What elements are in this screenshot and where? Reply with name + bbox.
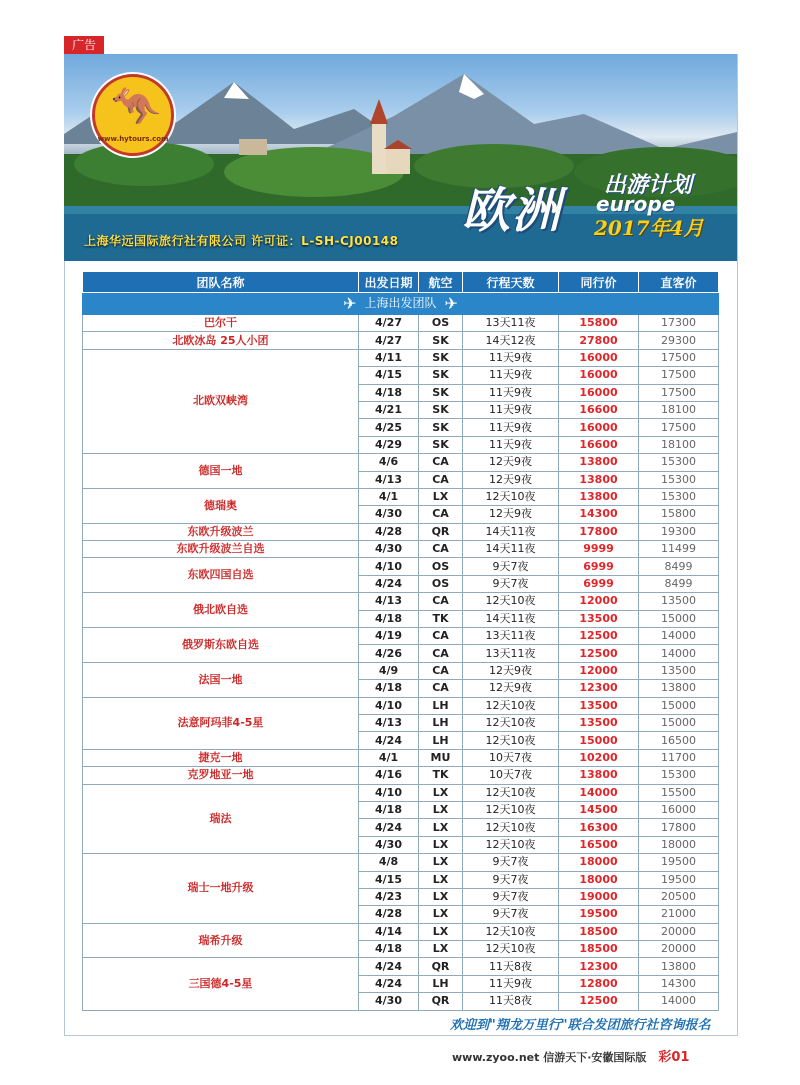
airline-cell: CA — [419, 506, 463, 523]
airline-cell: LX — [419, 819, 463, 836]
group-name-cell: 北欧冰岛 25人小团 — [83, 332, 359, 349]
departure-date-cell: 4/30 — [359, 541, 419, 558]
airline-cell: LH — [419, 975, 463, 992]
retail-price-cell: 15500 — [639, 784, 719, 801]
airline-cell: SK — [419, 349, 463, 366]
duration-cell: 9天7夜 — [463, 854, 559, 871]
departure-date-cell: 4/16 — [359, 767, 419, 784]
airline-cell: TK — [419, 767, 463, 784]
airline-cell: LH — [419, 714, 463, 731]
retail-price-cell: 8499 — [639, 575, 719, 592]
duration-cell: 14天11夜 — [463, 523, 559, 540]
company-license: 上海华远国际旅行社有限公司 许可证：L-SH-CJ00148 — [84, 234, 399, 248]
group-name-cell: 俄罗斯东欧自选 — [83, 628, 359, 663]
header-retail-price: 直客价 — [639, 272, 719, 293]
agent-price-cell: 16000 — [559, 384, 639, 401]
group-name-cell: 瑞士一地升级 — [83, 854, 359, 924]
group-name-cell: 瑞法 — [83, 784, 359, 854]
table-row — [83, 958, 719, 975]
duration-cell: 11天9夜 — [463, 401, 559, 418]
group-name-cell: 克罗地亚一地 — [83, 767, 359, 784]
retail-price-cell: 15300 — [639, 488, 719, 505]
header-departure-date: 出发日期 — [359, 272, 419, 293]
airline-cell: LX — [419, 941, 463, 958]
retail-price-cell: 21000 — [639, 906, 719, 923]
agent-price-cell: 19500 — [559, 906, 639, 923]
airline-cell: CA — [419, 680, 463, 697]
duration-cell: 10天7夜 — [463, 749, 559, 766]
retail-price-cell: 17500 — [639, 367, 719, 384]
table-row — [83, 332, 719, 349]
agent-price-cell: 12500 — [559, 645, 639, 662]
table-row — [83, 749, 719, 766]
airline-cell: LX — [419, 836, 463, 853]
agent-price-cell: 13800 — [559, 471, 639, 488]
retail-price-cell: 16500 — [639, 732, 719, 749]
agent-price-cell: 18000 — [559, 854, 639, 871]
duration-cell: 9天7夜 — [463, 906, 559, 923]
retail-price-cell: 15800 — [639, 506, 719, 523]
airline-cell: LH — [419, 732, 463, 749]
group-name-cell: 法国一地 — [83, 662, 359, 697]
retail-price-cell: 18100 — [639, 436, 719, 453]
table-row — [83, 767, 719, 784]
airline-cell: SK — [419, 401, 463, 418]
retail-price-cell: 16000 — [639, 801, 719, 818]
departure-date-cell: 4/24 — [359, 819, 419, 836]
departure-date-cell: 4/25 — [359, 419, 419, 436]
table-row — [83, 784, 719, 801]
duration-cell: 9天7夜 — [463, 575, 559, 592]
agent-price-cell: 12500 — [559, 993, 639, 1010]
agent-price-cell: 17800 — [559, 523, 639, 540]
table-row — [83, 593, 719, 610]
agent-price-cell: 15800 — [559, 315, 639, 332]
departure-date-cell: 4/26 — [359, 645, 419, 662]
airline-cell: QR — [419, 523, 463, 540]
departure-date-cell: 4/14 — [359, 923, 419, 940]
duration-cell: 11天9夜 — [463, 349, 559, 366]
departure-date-cell: 4/10 — [359, 558, 419, 575]
retail-price-cell: 17500 — [639, 349, 719, 366]
duration-cell: 12天9夜 — [463, 506, 559, 523]
airline-cell: OS — [419, 315, 463, 332]
header-airline: 航空 — [419, 272, 463, 293]
agent-price-cell: 14500 — [559, 801, 639, 818]
duration-cell: 14天11夜 — [463, 541, 559, 558]
retail-price-cell: 17500 — [639, 419, 719, 436]
airline-cell: OS — [419, 575, 463, 592]
agent-price-cell: 19000 — [559, 888, 639, 905]
departure-date-cell: 4/13 — [359, 471, 419, 488]
airline-cell: CA — [419, 593, 463, 610]
duration-cell: 11天9夜 — [463, 419, 559, 436]
agent-price-cell: 10200 — [559, 749, 639, 766]
duration-cell: 12天10夜 — [463, 923, 559, 940]
retail-price-cell: 29300 — [639, 332, 719, 349]
group-name-cell: 三国德4-5星 — [83, 958, 359, 1010]
airline-cell: QR — [419, 958, 463, 975]
retail-price-cell: 18000 — [639, 836, 719, 853]
retail-price-cell: 14000 — [639, 628, 719, 645]
header-agent-price: 同行价 — [559, 272, 639, 293]
departure-date-cell: 4/27 — [359, 332, 419, 349]
duration-cell: 14天12夜 — [463, 332, 559, 349]
agent-price-cell: 16000 — [559, 349, 639, 366]
group-name-cell: 东欧升级波兰自选 — [83, 541, 359, 558]
airline-cell: LX — [419, 784, 463, 801]
departure-date-cell: 4/6 — [359, 454, 419, 471]
duration-cell: 12天10夜 — [463, 941, 559, 958]
agent-price-cell: 12000 — [559, 593, 639, 610]
agent-price-cell: 12500 — [559, 628, 639, 645]
airline-cell: CA — [419, 454, 463, 471]
duration-cell: 12天10夜 — [463, 697, 559, 714]
duration-cell: 12天9夜 — [463, 471, 559, 488]
banner — [64, 54, 737, 261]
kangaroo-mascot-icon: 🦘 — [111, 84, 161, 130]
departure-date-cell: 4/28 — [359, 523, 419, 540]
retail-price-cell: 11700 — [639, 749, 719, 766]
retail-price-cell: 11499 — [639, 541, 719, 558]
agent-price-cell: 9999 — [559, 541, 639, 558]
departure-date-cell: 4/13 — [359, 714, 419, 731]
agent-price-cell: 18000 — [559, 871, 639, 888]
retail-price-cell: 13800 — [639, 958, 719, 975]
airline-cell: OS — [419, 558, 463, 575]
airline-cell: CA — [419, 541, 463, 558]
agent-price-cell: 18500 — [559, 923, 639, 940]
departure-date-cell: 4/30 — [359, 993, 419, 1010]
table-row — [83, 523, 719, 540]
group-name-cell: 俄北欧自选 — [83, 593, 359, 628]
departure-date-cell: 4/18 — [359, 610, 419, 627]
footer-text: www.zyoo.net 信游天下·安徽国际版 — [452, 1051, 647, 1064]
duration-cell: 11天9夜 — [463, 367, 559, 384]
duration-cell: 14天11夜 — [463, 610, 559, 627]
retail-price-cell: 18100 — [639, 401, 719, 418]
section-label: 上海出发团队 — [364, 296, 437, 311]
departure-date-cell: 4/24 — [359, 732, 419, 749]
table-row — [83, 923, 719, 940]
table-row — [83, 558, 719, 575]
departure-date-cell: 4/1 — [359, 749, 419, 766]
table-row — [83, 454, 719, 471]
header-duration: 行程天数 — [463, 272, 559, 293]
group-name-cell: 捷克一地 — [83, 749, 359, 766]
duration-cell: 13天11夜 — [463, 645, 559, 662]
agent-price-cell: 15000 — [559, 732, 639, 749]
table-row — [83, 349, 719, 366]
agent-price-cell: 16600 — [559, 401, 639, 418]
duration-cell: 11天9夜 — [463, 975, 559, 992]
agent-price-cell: 12800 — [559, 975, 639, 992]
retail-price-cell: 17300 — [639, 315, 719, 332]
airline-cell: LX — [419, 871, 463, 888]
departure-date-cell: 4/10 — [359, 784, 419, 801]
airline-cell: LX — [419, 801, 463, 818]
departure-date-cell: 4/10 — [359, 697, 419, 714]
duration-cell: 12天9夜 — [463, 454, 559, 471]
agent-price-cell: 18500 — [559, 941, 639, 958]
airline-cell: TK — [419, 610, 463, 627]
retail-price-cell: 13500 — [639, 593, 719, 610]
retail-price-cell: 20500 — [639, 888, 719, 905]
departure-date-cell: 4/1 — [359, 488, 419, 505]
agent-price-cell: 13500 — [559, 714, 639, 731]
agent-price-cell: 13800 — [559, 767, 639, 784]
duration-cell: 11天8夜 — [463, 993, 559, 1010]
departure-date-cell: 4/15 — [359, 367, 419, 384]
duration-cell: 9天7夜 — [463, 871, 559, 888]
table-row — [83, 541, 719, 558]
airline-cell: LX — [419, 888, 463, 905]
departure-date-cell: 4/30 — [359, 836, 419, 853]
airline-cell: LX — [419, 854, 463, 871]
agent-price-cell: 13500 — [559, 610, 639, 627]
retail-price-cell: 19500 — [639, 854, 719, 871]
table-row — [83, 315, 719, 332]
duration-cell: 10天7夜 — [463, 767, 559, 784]
retail-price-cell: 17800 — [639, 819, 719, 836]
slogan: 欢迎到"翔龙万里行"联合发团旅行社咨询报名 — [450, 1018, 711, 1033]
group-name-cell: 巴尔干 — [83, 315, 359, 332]
duration-cell: 12天9夜 — [463, 680, 559, 697]
duration-cell: 12天10夜 — [463, 801, 559, 818]
group-name-cell: 东欧升级波兰 — [83, 523, 359, 540]
retail-price-cell: 14300 — [639, 975, 719, 992]
agent-price-cell: 13500 — [559, 697, 639, 714]
departure-date-cell: 4/15 — [359, 871, 419, 888]
group-name-cell: 德国一地 — [83, 454, 359, 489]
departure-date-cell: 4/24 — [359, 958, 419, 975]
agent-price-cell: 13800 — [559, 488, 639, 505]
duration-cell: 12天10夜 — [463, 836, 559, 853]
retail-price-cell: 14000 — [639, 645, 719, 662]
departure-date-cell: 4/8 — [359, 854, 419, 871]
retail-price-cell: 19300 — [639, 523, 719, 540]
retail-price-cell: 15300 — [639, 454, 719, 471]
retail-price-cell: 20000 — [639, 923, 719, 940]
duration-cell: 12天10夜 — [463, 784, 559, 801]
company-logo[interactable] — [92, 74, 174, 156]
table-row — [83, 854, 719, 871]
section-row — [83, 293, 719, 315]
ad-tag: 广告 — [64, 36, 104, 54]
departure-date-cell: 4/18 — [359, 801, 419, 818]
agent-price-cell: 12300 — [559, 680, 639, 697]
banner-subtitle: 出游计划 — [604, 173, 693, 198]
table-header-row — [83, 272, 719, 293]
duration-cell: 12天10夜 — [463, 593, 559, 610]
airline-cell: SK — [419, 367, 463, 384]
agent-price-cell: 6999 — [559, 558, 639, 575]
agent-price-cell: 12000 — [559, 662, 639, 679]
agent-price-cell: 16500 — [559, 836, 639, 853]
group-name-cell: 瑞希升级 — [83, 923, 359, 958]
duration-cell: 12天9夜 — [463, 662, 559, 679]
retail-price-cell: 13500 — [639, 662, 719, 679]
departure-date-cell: 4/24 — [359, 575, 419, 592]
group-name-cell: 法意阿玛菲4-5星 — [83, 697, 359, 749]
airline-cell: SK — [419, 332, 463, 349]
duration-cell: 11天9夜 — [463, 384, 559, 401]
airline-cell: LX — [419, 923, 463, 940]
airline-cell: CA — [419, 471, 463, 488]
duration-cell: 13天11夜 — [463, 628, 559, 645]
departure-date-cell: 4/28 — [359, 906, 419, 923]
duration-cell: 9天7夜 — [463, 888, 559, 905]
departure-date-cell: 4/29 — [359, 436, 419, 453]
retail-price-cell: 19500 — [639, 871, 719, 888]
duration-cell: 12天10夜 — [463, 732, 559, 749]
banner-date: 2017年4月 — [594, 216, 704, 240]
duration-cell: 11天9夜 — [463, 436, 559, 453]
group-name-cell: 北欧双峡湾 — [83, 349, 359, 453]
airplane-icon: ✈ — [343, 293, 357, 313]
departure-date-cell: 4/23 — [359, 888, 419, 905]
departure-date-cell: 4/27 — [359, 315, 419, 332]
retail-price-cell: 15000 — [639, 610, 719, 627]
agent-price-cell: 16000 — [559, 419, 639, 436]
departure-date-cell: 4/18 — [359, 384, 419, 401]
retail-price-cell: 13800 — [639, 680, 719, 697]
table-row — [83, 628, 719, 645]
duration-cell: 13天11夜 — [463, 315, 559, 332]
table-row — [83, 488, 719, 505]
airline-cell: SK — [419, 436, 463, 453]
retail-price-cell: 15300 — [639, 767, 719, 784]
group-name-cell: 德瑞奥 — [83, 488, 359, 523]
retail-price-cell: 20000 — [639, 941, 719, 958]
airline-cell: LH — [419, 697, 463, 714]
group-name-cell: 东欧四国自选 — [83, 558, 359, 593]
retail-price-cell: 17500 — [639, 384, 719, 401]
duration-cell: 12天10夜 — [463, 488, 559, 505]
agent-price-cell: 16600 — [559, 436, 639, 453]
agent-price-cell: 14000 — [559, 784, 639, 801]
departure-date-cell: 4/30 — [359, 506, 419, 523]
tour-price-table — [82, 271, 718, 1011]
agent-price-cell: 16300 — [559, 819, 639, 836]
departure-date-cell: 4/21 — [359, 401, 419, 418]
agent-price-cell: 27800 — [559, 332, 639, 349]
departure-date-cell: 4/19 — [359, 628, 419, 645]
duration-cell: 9天7夜 — [463, 558, 559, 575]
logo-url: www.hytours.com — [97, 135, 169, 143]
agent-price-cell: 6999 — [559, 575, 639, 592]
duration-cell: 11天8夜 — [463, 958, 559, 975]
agent-price-cell: 14300 — [559, 506, 639, 523]
agent-price-cell: 13800 — [559, 454, 639, 471]
retail-price-cell: 15000 — [639, 697, 719, 714]
duration-cell: 12天10夜 — [463, 714, 559, 731]
duration-cell: 12天10夜 — [463, 819, 559, 836]
retail-price-cell: 15000 — [639, 714, 719, 731]
departure-date-cell: 4/11 — [359, 349, 419, 366]
departure-date-cell: 4/13 — [359, 593, 419, 610]
airline-cell: SK — [419, 419, 463, 436]
header-group-name: 团队名称 — [83, 272, 359, 293]
airline-cell: MU — [419, 749, 463, 766]
airplane-icon: ✈ — [444, 293, 458, 313]
airline-cell: LX — [419, 488, 463, 505]
footer — [452, 1046, 689, 1065]
airline-cell: LX — [419, 906, 463, 923]
airline-cell: CA — [419, 662, 463, 679]
airline-cell: CA — [419, 628, 463, 645]
banner-title-en: europe — [596, 192, 676, 216]
retail-price-cell: 15300 — [639, 471, 719, 488]
agent-price-cell: 16000 — [559, 367, 639, 384]
departure-date-cell: 4/18 — [359, 680, 419, 697]
departure-date-cell: 4/18 — [359, 941, 419, 958]
agent-price-cell: 12300 — [559, 958, 639, 975]
retail-price-cell: 14000 — [639, 993, 719, 1010]
departure-date-cell: 4/24 — [359, 975, 419, 992]
airline-cell: SK — [419, 384, 463, 401]
airline-cell: CA — [419, 645, 463, 662]
retail-price-cell: 8499 — [639, 558, 719, 575]
departure-date-cell: 4/9 — [359, 662, 419, 679]
banner-title: 欧洲 — [462, 183, 563, 239]
table-row — [83, 697, 719, 714]
page-number: 彩01 — [658, 1050, 690, 1065]
airline-cell: QR — [419, 993, 463, 1010]
table-row — [83, 662, 719, 679]
